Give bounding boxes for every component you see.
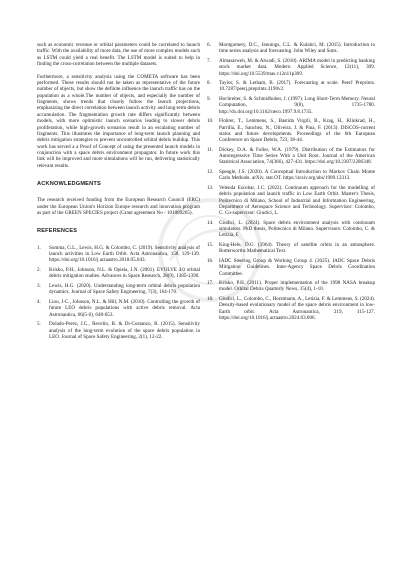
reference-text: IADC Steering Group & Working Group 4. (2025). IADC Space Debris Mitigation Guidelines. Inter-Agency Space Debris Coordination Committee.: [219, 257, 375, 277]
reference-text: Dolado-Perez, J.C., Revelin, B. & Di-Costanzo, R. (2015). Sensitivity analysis of the long-term evolution of the space debris population in LEO. Journal of Space Safety Engineering, 2(1), 12-22.: [49, 321, 200, 340]
right-column: [207, 42, 375, 325]
reference-number: 9.: [207, 95, 211, 102]
reference-text: Lewis, H.G. (2020). Understanding long-term orbital debris population dynamics. Journal of Space Safety Engineering, 7(3), 164-170.: [49, 282, 200, 296]
reference-text: Speagle, J.S. (2020). A Conceptual Introduction to Markov Chain Monte Carlo Methods. arXiv, stat.OT. https://arxiv.org/abs/1909.12313.: [219, 168, 375, 182]
reference-item: [207, 147, 375, 166]
reference-number: 3.: [37, 282, 41, 289]
acknowledgments-text: The research received funding from the European Research Council (ERC) under the European Union's Horizon Europe research and innovation program as part of the GREEN SPECIES project (Grant agreement No - 101089265).: [37, 197, 200, 216]
reference-number: 7.: [207, 57, 211, 64]
reference-number: 16.: [207, 257, 214, 264]
reference-text: Taylor, S. & Letham, B. (2017). Forecasting at scale. PeerJ Preprints. 10.7287/peerj.preprints.3190v2.: [219, 80, 375, 93]
reference-item: [207, 118, 375, 143]
reference-text: Velenda Escobar, J.C. (2022). Continuum approach for the modelling of debris population and launch traffic in Low Earth Orbit. Master's Thesis, Politecnico di Milano, School of Industrial and Information Engineering, Department of Aerospace Science and Technology. Supervisor: Colombo, C. Co-supervisor: Giudici, L.: [219, 184, 375, 217]
reference-text: Krisko, P.H., Johnson, N.L. & Opiela, J.N. (2001). EVOLVE 4.0 orbital debris mitigation studies. Advances in Space Research, 28(9), 1385-1390.: [49, 266, 200, 280]
reference-number: 6.: [207, 42, 211, 48]
reference-item: [207, 242, 375, 255]
reference-item: [207, 185, 375, 217]
reference-number: 8.: [207, 80, 211, 87]
reference-number: 14.: [207, 219, 214, 226]
reference-number: 10.: [207, 118, 214, 125]
reference-item: [37, 245, 200, 264]
reference-text: Liou, J-C., Johnson, N.L. & Hill, N.M. (2010). Controlling the growth of future LEO debris populations with active debris removal. Acta Astronautica, 66(5-6), 648-653.: [49, 298, 200, 318]
reference-number: 13.: [207, 184, 214, 191]
references-heading: REFERENCES: [37, 228, 78, 235]
reference-text: Krisko, P.H. (2011). Proper implementation of the 1998 NASA breakup model. Orbital Debris Quarterly News, 15(4), 1-10.: [219, 280, 375, 293]
reference-number: 15.: [207, 241, 214, 248]
reference-item: [207, 296, 375, 321]
reference-number: 2.: [37, 266, 41, 273]
reference-number: 17.: [207, 280, 214, 287]
reference-item: [37, 267, 200, 280]
reference-number: 18.: [207, 295, 214, 302]
reference-number: 11.: [207, 146, 214, 153]
acknowledgments-heading: ACKNOWLEDGMENTS: [37, 180, 101, 187]
reference-number: 5.: [37, 321, 41, 328]
reference-text: Giudici, L., Colombo, C., Horstmann, A., Letizia, F. & Lemmens, S. (2024). Density-based evolutionary model of the space debris environment in low-Earth orbit. Acta Astronautica, 219, 115-127. https://doi.org/10.1016/j.actaastro.2024.03.006.: [219, 295, 375, 321]
reference-item: [37, 321, 200, 340]
reference-item: [207, 280, 375, 293]
reference-text: King-Hele, D.G. (1964). Theory of satellite orbits in an atmosphere. Butterworths Mathematical Text.: [219, 241, 375, 255]
reference-item: [207, 80, 375, 93]
reference-text: Giudici, L. (2024). Space debris environment analysis with continuum simulators. PhD thesis, Politecnico di Milano. Supervisors: Colombo, C. & Letizia, F.: [219, 219, 375, 239]
reference-text: Hochreiter, S. & Schmidhuber, J. (1997). Long Short-Term Memory. Neural Computation, 9(8), 1735-1780. http://dx.doi.org/10.1162/neco.1997.9.8.1735.: [219, 95, 375, 115]
reference-text: Almasarweh, M. & Alwadi, S. (2018). ARIMA model in predicting banking stock market data. Modern Applied Science, 12(11), 309. https://doi.org/10.5539/mas.v12n11p309.: [219, 57, 375, 77]
reference-text: Dickey, D.A. & Fuller, W.A. (1979). Distribution of the Estimators for Autoregressive Time Series With a Unit Root. Journal of the American Statistical Association, 74(366), 427-431. https://doi.org/10.2307/2286348.: [219, 146, 375, 166]
reference-item: [207, 169, 375, 182]
reference-item: [207, 258, 375, 277]
reference-item: [207, 42, 375, 55]
reference-item: [207, 96, 375, 115]
reference-number: 1.: [37, 244, 41, 251]
reference-item: [37, 299, 200, 318]
reference-number: 4.: [37, 298, 41, 305]
conclusion-paragraph-1: such as economic revenue or orbital parameters could be correlated to launch traffic. With the availability of more data, the use of more complex models such as LSTM could yield a real benefit. The LSTM model is suited to help in finding the cross-correlation between the multiple datasets.: [37, 42, 200, 68]
left-column: [37, 42, 200, 344]
reference-text: Flohrer, T., Lemmens, S., Bastida Virgili, B., Krag, H., Klinkrad, H., Parrilla, E., Sanchez, N., Oliveira, J. & Pina, F. (2013). DISCOS-current status and future developments. Proceedings of the 6th European Conference on Space Debris, 723, 38-44.: [219, 118, 375, 144]
conclusion-paragraph-2: Furthermore, a sensitivity analysis using the COMETA software has been performed. These results should not be taken as representative of the future number of objects, but show the definite influence the launch traffic has on the population as a whole.The number of objects, and especially the number of fragments, shows trends that closely follow the launch projections, emphasizing the direct correlation between launch activity and long-term debris accumulation. The fragmentation growth rate differs significantly between models, with more optimistic launch scenarios leading to slower debris proliferation, while high-growth scenarios result in an escalating number of fragments. This illustrates the importance of long-term launch planning and debris mitigation strategies to prevent uncontrolled orbital debris buildup. This work has served a a Proof of Concept of using the presented launch models in conjunction with a space debris environment propagator. In future work this link will be improved and more simulations will be run, delivering statistically relevant results.: [37, 73, 200, 169]
reference-item: [207, 58, 375, 77]
reference-item: [207, 220, 375, 239]
reference-item: [37, 283, 200, 296]
reference-text: Somma, G.L., Lewis, H.G. & Colombo, C. (2019). Sensitivity analysis of launch activities in Low Earth Orbit. Acta Astronautica, 158, 129-139. https://doi.org/10.1016/j.actaastro.2018.05.043.: [49, 244, 200, 264]
reference-number: 12.: [207, 168, 214, 175]
reference-text: Montgomery, D.C., Jennings, C.L. & Kulahci, M. (2015). Introduction to time series analysis and forecasting. John Wiley and Sons.: [219, 42, 375, 55]
